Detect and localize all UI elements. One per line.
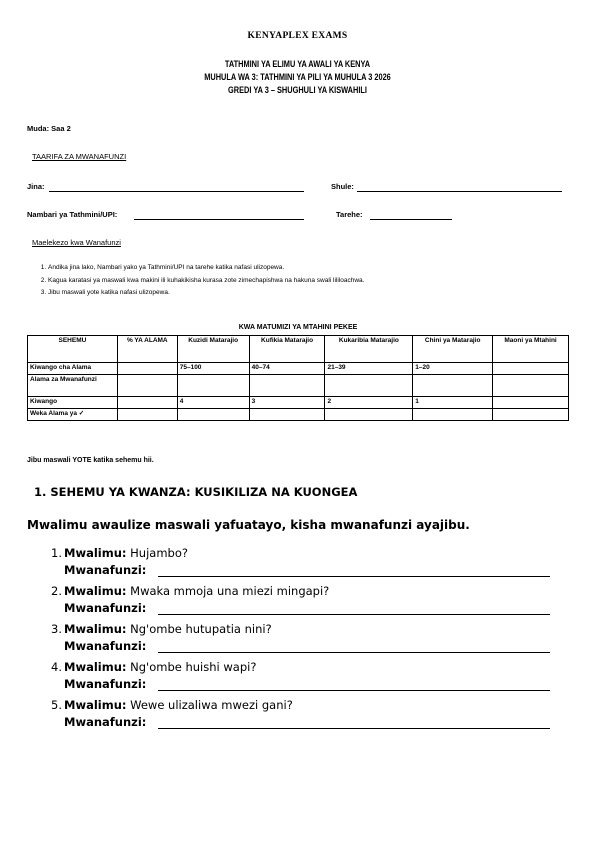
table-header: Kuzidi Matarajio <box>177 336 249 363</box>
name-field[interactable] <box>49 191 304 192</box>
table-cell: 4 <box>177 397 249 409</box>
table-cell: 3 <box>249 397 325 409</box>
school-field[interactable] <box>357 191 562 192</box>
assessment-number-field[interactable] <box>134 219 304 220</box>
teacher-label: Mwalimu: <box>64 584 127 598</box>
school-label: Shule: <box>331 182 354 191</box>
teacher-label: Mwalimu: <box>64 698 127 712</box>
answer-line[interactable] <box>158 576 550 577</box>
student-label: Mwanafunzi: <box>64 715 147 729</box>
student-label: Mwanafunzi: <box>64 601 147 615</box>
instructions-heading: Maelekezo kwa Wanafunzi <box>32 238 121 247</box>
table-row <box>28 397 569 409</box>
table-cell[interactable] <box>117 363 177 375</box>
table-cell[interactable] <box>249 375 325 397</box>
instruction-item: 2. Kagua karatasi ya maswali kwa makini ili kuhakikisha kurasa zote zimechapishwa na hakuna swali lililoachwa. <box>48 275 364 288</box>
time-label: Muda: Saa 2 <box>27 124 71 133</box>
question-number: 1. <box>51 546 62 560</box>
student-label: Mwanafunzi: <box>64 677 147 691</box>
answer-all-note: Jibu maswali YOTE katika sehemu hii. <box>27 457 154 464</box>
table-header-row <box>28 336 569 363</box>
question-number: 3. <box>51 622 62 636</box>
table-cell[interactable] <box>413 375 493 397</box>
score-table <box>27 335 569 421</box>
table-header: Kukaribia Matarajio <box>325 336 413 363</box>
instruction-item: 3. Jibu maswali yote katika nafasi ulizopewa. <box>48 287 364 300</box>
table-cell[interactable] <box>117 397 177 409</box>
question-text: Hujambo? <box>130 546 188 560</box>
teacher-label: Mwalimu: <box>64 546 127 560</box>
table-cell[interactable] <box>117 409 177 421</box>
table-cell[interactable] <box>413 409 493 421</box>
table-header: Maoni ya Mtahini <box>493 336 569 363</box>
question-number: 5. <box>51 698 62 712</box>
table-header: SEHEMU <box>28 336 118 363</box>
table-header: Chini ya Matarajio <box>413 336 493 363</box>
student-info-heading: TAARIFA ZA MWANAFUNZI <box>32 152 127 161</box>
exam-title-line-2: MUHULA WA 3: TATHMINI YA PILI YA MUHULA 3 2026 <box>204 72 391 82</box>
table-cell: 40–74 <box>249 363 325 375</box>
table-cell: 1–20 <box>413 363 493 375</box>
table-cell[interactable] <box>249 409 325 421</box>
section-heading: 1. SEHEMU YA KWANZA: KUSIKILIZA NA KUONGEA <box>34 485 358 499</box>
instruction-item: 1. Andika jina lako, Nambari yako ya Tathmini/UPI na tarehe katika nafasi ulizopewa. <box>48 262 364 275</box>
table-cell: 2 <box>325 397 413 409</box>
answer-line[interactable] <box>158 652 550 653</box>
table-cell[interactable] <box>493 397 569 409</box>
table-cell[interactable] <box>177 375 249 397</box>
table-cell: Kiwango <box>28 397 118 409</box>
table-header: Kufikia Matarajio <box>249 336 325 363</box>
table-cell[interactable] <box>493 375 569 397</box>
table-row <box>28 363 569 375</box>
table-cell: 21–39 <box>325 363 413 375</box>
table-header: % YA ALAMA <box>117 336 177 363</box>
teacher-label: Mwalimu: <box>64 660 127 674</box>
date-label: Tarehe: <box>336 210 363 219</box>
table-row <box>28 375 569 397</box>
teacher-label: Mwalimu: <box>64 622 127 636</box>
student-label: Mwanafunzi: <box>64 639 147 653</box>
answer-line[interactable] <box>158 614 550 615</box>
table-cell[interactable] <box>325 409 413 421</box>
table-cell: 1 <box>413 397 493 409</box>
table-cell: Weka Alama ya ✓ <box>28 409 118 421</box>
date-field[interactable] <box>370 219 452 220</box>
instructions-list <box>32 262 364 300</box>
org-name: KENYAPLEX EXAMS <box>247 31 348 41</box>
question-text: Ng'ombe huishi wapi? <box>130 660 257 674</box>
student-label: Mwanafunzi: <box>64 563 147 577</box>
section-instruction: Mwalimu awaulize maswali yafuatayo, kisha mwanafunzi ayajibu. <box>27 518 470 532</box>
answer-line[interactable] <box>158 690 550 691</box>
table-cell: Kiwango cha Alama <box>28 363 118 375</box>
table-cell[interactable] <box>493 409 569 421</box>
exam-title <box>54 58 542 97</box>
table-cell[interactable] <box>117 375 177 397</box>
table-cell: Alama za Mwanafunzi <box>28 375 118 397</box>
question-number: 4. <box>51 660 62 674</box>
exam-title-line-3: GREDI YA 3 – SHUGHULI YA KISWAHILI <box>228 85 367 95</box>
name-label: Jina: <box>27 182 45 191</box>
question-text: Wewe ulizaliwa mwezi gani? <box>130 698 293 712</box>
assessment-number-label: Nambari ya Tathmini/UPI: <box>27 210 118 219</box>
question-number: 2. <box>51 584 62 598</box>
table-cell[interactable] <box>325 375 413 397</box>
question-text: Mwaka mmoja una miezi mingapi? <box>130 584 330 598</box>
table-cell: 75–100 <box>177 363 249 375</box>
table-row <box>28 409 569 421</box>
table-cell[interactable] <box>177 409 249 421</box>
table-cell[interactable] <box>493 363 569 375</box>
exam-title-line-1: TATHMINI YA ELIMU YA AWALI YA KENYA <box>224 59 371 69</box>
table-caption: KWA MATUMIZI YA MTAHINI PEKEE <box>238 324 358 331</box>
question-text: Ng'ombe hutupatia nini? <box>130 622 272 636</box>
answer-line[interactable] <box>158 728 550 729</box>
